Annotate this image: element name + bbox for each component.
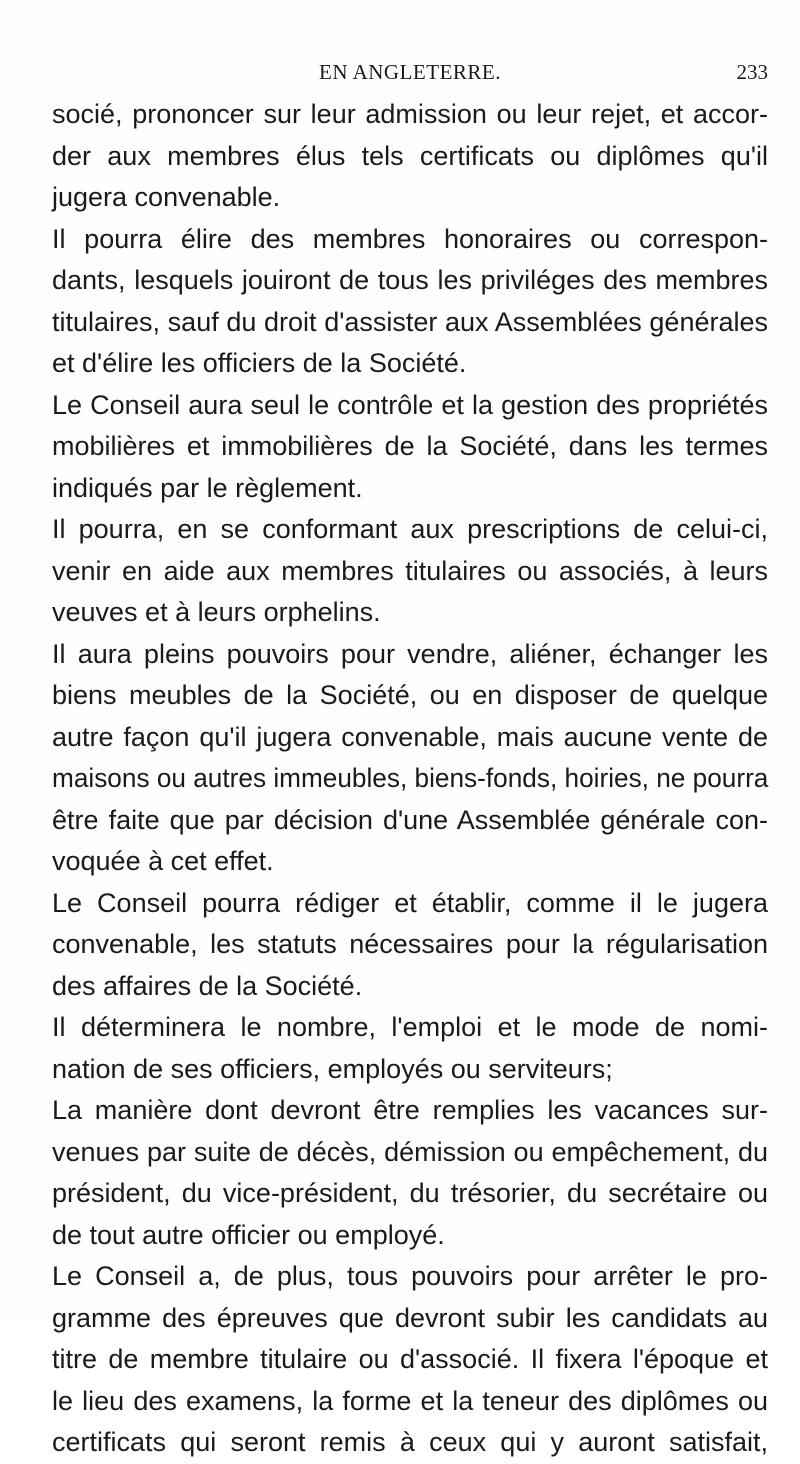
text-line: Il aura pleins pouvoirs pour vendre, aliéner, échanger les: [52, 638, 768, 669]
text-line: des affaires de la Société.: [52, 970, 363, 1001]
text-line: voquée à cet effet.: [52, 846, 274, 876]
text-line: venir en aide aux membres titulaires ou associés, à leurs: [52, 555, 768, 586]
text-line: le lieu des examens, la forme et la teneur des diplômes ou: [52, 1385, 768, 1416]
text-line: biens meubles de la Société, ou en disposer de quelque: [52, 680, 768, 710]
running-title: EN ANGLETERRE.: [319, 60, 501, 84]
text-line: Il pourra, en se conformant aux prescriptions de celui-ci,: [52, 514, 768, 544]
text-line: Il pourra élire des membres honoraires ou correspon-: [52, 223, 768, 254]
text-line: der aux membres élus tels certificats ou diplômes qu'il: [52, 140, 768, 171]
text-line: La manière dont devront être remplies les vacances sur-: [52, 1095, 768, 1125]
text-line: président, du vice-président, du trésorier, du secrétaire ou: [52, 1178, 768, 1208]
text-line: de tout autre officier ou employé.: [52, 1219, 445, 1250]
text-line: venues par suite de décès, démission ou empêchement, du: [52, 1136, 768, 1167]
text-line: socié, prononcer sur leur admission ou leur rejet, et accor-: [52, 99, 768, 129]
text-line: maisons ou autres immeubles, biens-fonds, hoiries, ne pourra: [52, 763, 769, 793]
text-line: jugera convenable.: [52, 182, 281, 212]
page-number: 233: [736, 60, 768, 84]
text-line: mobilières et immobilières de la Société, dans les termes: [52, 431, 768, 461]
text-line: indiqués par le règlement.: [52, 472, 363, 503]
text-line: nation de ses officiers, employés ou serviteurs;: [52, 1053, 613, 1084]
text-line: être faite que par décision d'une Assemblée générale con-: [52, 804, 768, 835]
text-line: dants, lesquels jouiront de tous les priviléges des membres: [52, 265, 768, 295]
text-line: gramme des épreuves que devront subir les candidats au: [52, 1302, 768, 1333]
running-header: [52, 60, 768, 90]
text-line: titulaires, sauf du droit d'assister aux Assemblées générales: [52, 306, 768, 337]
text-line: titre de membre titulaire ou d'associé. Il fixera l'époque et: [52, 1344, 768, 1374]
body-text: [52, 94, 768, 1464]
text-line: veuves et à leurs orphelins.: [52, 597, 381, 627]
text-line: Le Conseil aura seul le contrôle et la gestion des propriétés: [52, 389, 768, 420]
text-line: autre façon qu'il jugera convenable, mais aucune vente de: [52, 721, 768, 752]
text-line: Il déterminera le nombre, l'emploi et le mode de nomi-: [52, 1012, 768, 1042]
text-line: Le Conseil pourra rédiger et établir, comme il le jugera: [52, 887, 768, 918]
text-line: convenable, les statuts nécessaires pour la régularisation: [52, 929, 768, 959]
text-line: certificats qui seront remis à ceux qui y auront satisfait,: [52, 1427, 768, 1457]
text-line: et d'élire les officiers de la Société.: [52, 348, 467, 378]
text-line: Le Conseil a, de plus, tous pouvoirs pour arrêter le pro-: [52, 1261, 768, 1291]
